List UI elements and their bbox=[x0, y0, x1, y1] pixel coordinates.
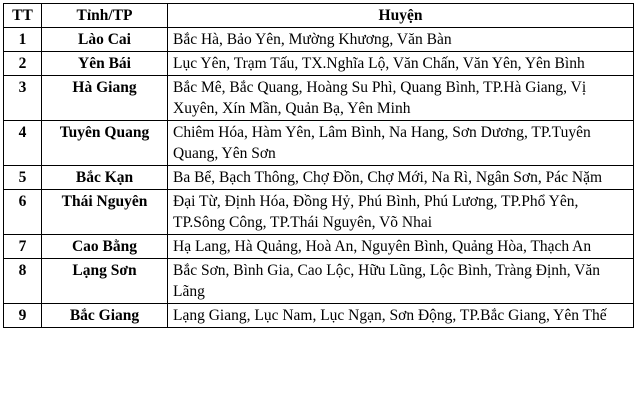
row-number: 3 bbox=[4, 76, 42, 121]
row-number: 7 bbox=[4, 235, 42, 259]
row-number: 5 bbox=[4, 166, 42, 190]
table-row bbox=[4, 166, 634, 190]
header-districts: Huyện bbox=[168, 4, 634, 28]
row-number: 9 bbox=[4, 304, 42, 328]
table-row bbox=[4, 190, 634, 235]
district-list: Bắc Mê, Bắc Quang, Hoàng Su Phì, Quang Bình, TP.Hà Giang, Vị Xuyên, Xín Mần, Quản Bạ, Yên Minh bbox=[168, 76, 634, 121]
table-row bbox=[4, 76, 634, 121]
header-row bbox=[4, 4, 634, 28]
provinces-table bbox=[3, 3, 634, 328]
row-number: 1 bbox=[4, 28, 42, 52]
header-province: Tỉnh/TP bbox=[42, 4, 168, 28]
district-list: Chiêm Hóa, Hàm Yên, Lâm Bình, Na Hang, Sơn Dương, TP.Tuyên Quang, Yên Sơn bbox=[168, 121, 634, 166]
province-name: Bắc Giang bbox=[42, 304, 168, 328]
table-row bbox=[4, 235, 634, 259]
district-list: Bắc Hà, Bảo Yên, Mường Khương, Văn Bàn bbox=[168, 28, 634, 52]
province-name: Cao Bằng bbox=[42, 235, 168, 259]
province-name: Bắc Kạn bbox=[42, 166, 168, 190]
district-list: Đại Từ, Định Hóa, Đồng Hỷ, Phú Bình, Phú Lương, TP.Phổ Yên, TP.Sông Công, TP.Thái Nguyên, Võ Nhai bbox=[168, 190, 634, 235]
district-list: Lạng Giang, Lục Nam, Lục Ngạn, Sơn Động, TP.Bắc Giang, Yên Thế bbox=[168, 304, 634, 328]
province-name: Thái Nguyên bbox=[42, 190, 168, 235]
district-list: Lục Yên, Trạm Tấu, TX.Nghĩa Lộ, Văn Chấn, Văn Yên, Yên Bình bbox=[168, 52, 634, 76]
province-name: Hà Giang bbox=[42, 76, 168, 121]
province-name: Lào Cai bbox=[42, 28, 168, 52]
table-row bbox=[4, 121, 634, 166]
province-name: Yên Bái bbox=[42, 52, 168, 76]
row-number: 4 bbox=[4, 121, 42, 166]
table-row bbox=[4, 304, 634, 328]
table-row bbox=[4, 259, 634, 304]
row-number: 8 bbox=[4, 259, 42, 304]
row-number: 6 bbox=[4, 190, 42, 235]
table-row bbox=[4, 28, 634, 52]
province-name: Tuyên Quang bbox=[42, 121, 168, 166]
province-name: Lạng Sơn bbox=[42, 259, 168, 304]
district-list: Hạ Lang, Hà Quảng, Hoà An, Nguyên Bình, Quảng Hòa, Thạch An bbox=[168, 235, 634, 259]
table-row bbox=[4, 52, 634, 76]
header-tt: TT bbox=[4, 4, 42, 28]
district-list: Bắc Sơn, Bình Gia, Cao Lộc, Hữu Lũng, Lộc Bình, Tràng Định, Văn Lãng bbox=[168, 259, 634, 304]
row-number: 2 bbox=[4, 52, 42, 76]
district-list: Ba Bể, Bạch Thông, Chợ Đồn, Chợ Mới, Na Rì, Ngân Sơn, Pác Nặm bbox=[168, 166, 634, 190]
